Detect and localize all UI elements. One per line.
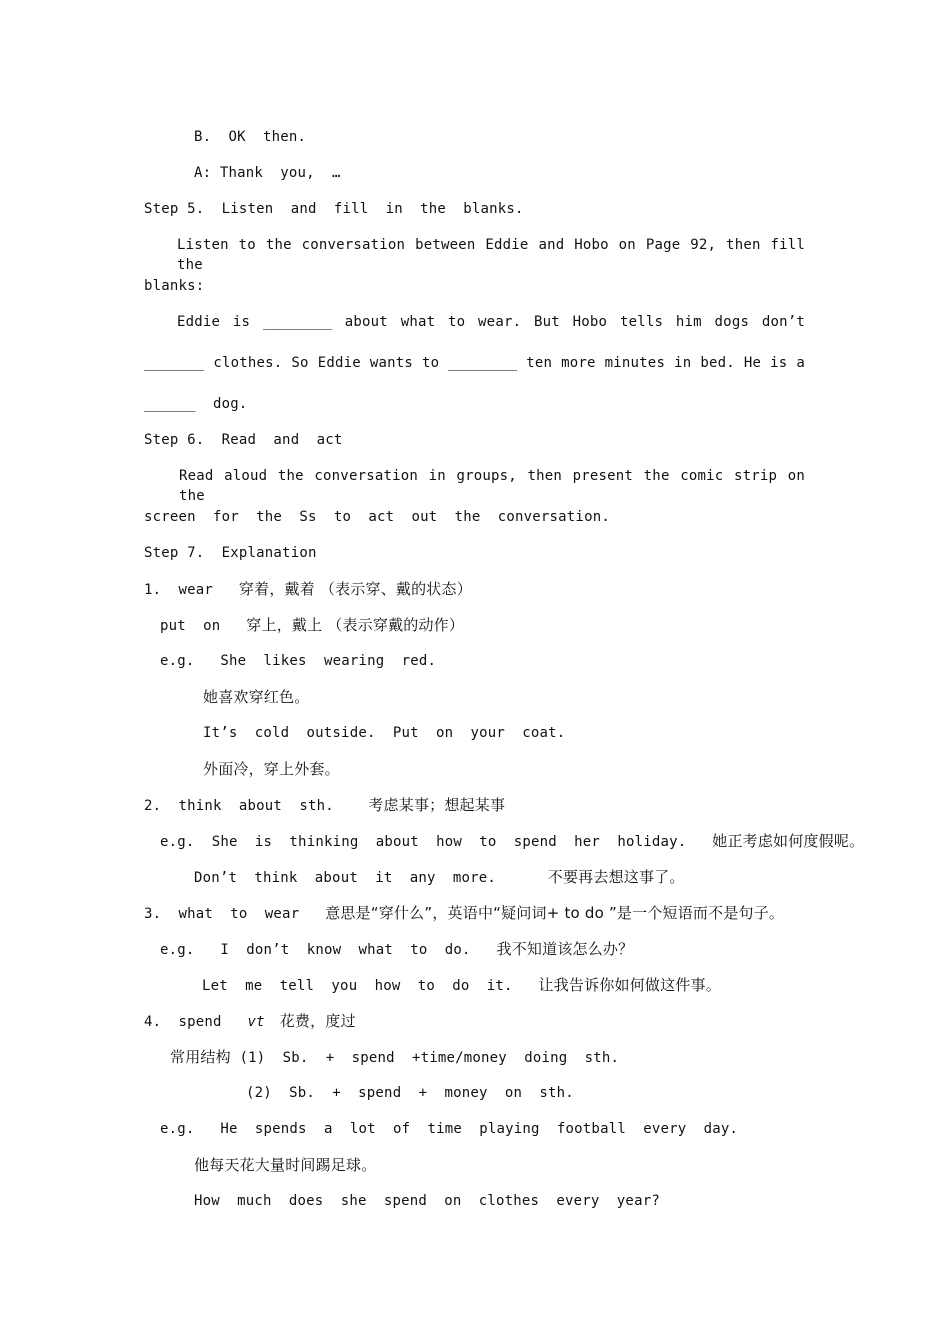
example-6: Let me tell you how to do it. 让我告诉你如何做这件事。 bbox=[202, 976, 721, 994]
step-5-heading: Step 5. Listen and fill in the blanks. bbox=[144, 201, 524, 217]
explanation-4 bbox=[144, 1011, 356, 1032]
term: 3. what to wear bbox=[144, 906, 326, 922]
example-2: It’s cold outside. Put on your coat. bbox=[203, 725, 566, 741]
term-meaning: 穿着，戴着 （表示穿、戴的状态） bbox=[238, 580, 472, 598]
dialogue-line-a: A: Thank you, … bbox=[194, 165, 341, 181]
term: 1. wear bbox=[144, 582, 239, 598]
structure-2: (2) Sb. + spend + money on sth. bbox=[246, 1085, 574, 1101]
example-5: e.g. I don’t know what to do. 我不知道该怎么办？ bbox=[160, 940, 634, 958]
fill-blank-line-2: _______ clothes. So Eddie wants to ________ ten more minutes in bed. He is a bbox=[144, 355, 805, 371]
example-1-translation: 她喜欢穿红色。 bbox=[203, 688, 310, 706]
step-5-instruction: Listen to the conversation between Eddie and Hobo on Page 92, then fill the bbox=[177, 237, 805, 273]
example-3: e.g. She is thinking about how to spend her holiday. 她正考虑如何度假呢。 bbox=[160, 832, 865, 850]
example-2-translation: 外面冷，穿上外套。 bbox=[203, 760, 340, 778]
part-of-speech: vt bbox=[247, 1014, 265, 1030]
explanation-1-putton bbox=[160, 615, 464, 636]
term: 2. think about sth. bbox=[144, 798, 369, 814]
term-meaning: 穿上，戴上 （表示穿戴的动作） bbox=[246, 616, 465, 634]
structure-1: 常用结构 (1) Sb. + spend +time/money doing sth. bbox=[170, 1048, 620, 1066]
step-5-instruction-cont: blanks: bbox=[144, 278, 205, 294]
term-meaning: 花费，度过 bbox=[264, 1012, 356, 1030]
example-7: e.g. He spends a lot of time playing football every day. bbox=[160, 1121, 739, 1137]
example-8: How much does she spend on clothes every year? bbox=[194, 1193, 660, 1209]
fill-blank-line-3: ______ dog. bbox=[144, 396, 248, 412]
explanation-1 bbox=[144, 579, 472, 600]
example-4: Don’t think about it any more. 不要再去想这事了。 bbox=[194, 868, 685, 886]
explanation-2 bbox=[144, 795, 505, 816]
term-meaning: 考虑某事；想起某事 bbox=[368, 796, 506, 814]
term: put on bbox=[160, 618, 247, 634]
example-7-translation: 他每天花大量时间踢足球。 bbox=[194, 1156, 377, 1174]
term: 4. spend bbox=[144, 1014, 248, 1030]
term-meaning: 意思是“穿什么”，英语中“疑问词+ to do ”是一个短语而不是句子。 bbox=[325, 904, 785, 922]
step-7-heading: Step 7. Explanation bbox=[144, 545, 317, 561]
step-6-instruction: Read aloud the conversation in groups, then present the comic strip on the bbox=[179, 468, 805, 504]
dialogue-line-b: B. OK then. bbox=[194, 129, 307, 145]
step-6-instruction-cont: screen for the Ss to act out the conversation. bbox=[144, 509, 610, 525]
explanation-3 bbox=[144, 903, 784, 924]
example-1: e.g. She likes wearing red. bbox=[160, 653, 437, 669]
fill-blank-line-1: Eddie is ________ about what to wear. But Hobo tells him dogs don’t bbox=[177, 314, 805, 330]
step-6-heading: Step 6. Read and act bbox=[144, 432, 343, 448]
